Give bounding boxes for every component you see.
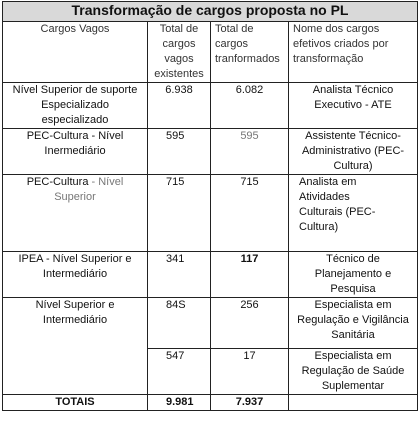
cell-vagos: 547	[148, 349, 211, 395]
totals-vagos: 9.981	[148, 395, 211, 411]
table-row	[3, 129, 418, 175]
cell-transformados: 117	[211, 252, 289, 298]
cell-criados: Técnico de Planejamento e Pesquisa	[289, 252, 418, 298]
table-row	[3, 175, 418, 252]
cell-cargo-part-muted: - Nível Superior	[54, 176, 124, 203]
table-row	[3, 83, 418, 129]
table-container	[2, 1, 417, 411]
cell-transformados: 715	[211, 175, 289, 252]
header-total-transformados: Total de cargos tranformados	[211, 22, 289, 83]
cell-transformados: 595	[211, 129, 289, 175]
cell-criados: Assistente Técnico-Administrativo (PEC-Cultura)	[289, 129, 418, 175]
totals-label: TOTAIS	[3, 395, 148, 411]
cell-cargo: Nível Superior de suporte Especializado especializado	[3, 83, 148, 129]
totals-empty	[289, 395, 418, 411]
cell-vagos: 341	[148, 252, 211, 298]
cell-vagos: 715	[148, 175, 211, 252]
totals-transformados: 7.937	[211, 395, 289, 411]
cell-transformados: 17	[211, 349, 289, 395]
cell-transformados: 256	[211, 298, 289, 349]
cell-cargo: IPEA - Nível Superior e Intermediário	[3, 252, 148, 298]
cell-criados: Especialista em Regulação e Vigilância Sanitária	[289, 298, 418, 349]
cell-criados: Analista em Atividades Culturais (PEC-Cultura)	[289, 175, 418, 252]
cell-cargo	[3, 175, 148, 252]
header-row	[3, 22, 418, 83]
cell-criados: Analista Técnico Executivo - ATE	[289, 83, 418, 129]
cell-cargo: Nível Superior e Intermediário	[3, 298, 148, 395]
header-nome-cargos: Nome dos cargos efetivos criados por transformação	[289, 22, 418, 83]
cell-cargo-part: PEC-Cultura	[26, 176, 89, 188]
cell-vagos: 595	[148, 129, 211, 175]
table-title: Transformação de cargos proposta no PL	[3, 2, 418, 22]
header-cargos-vagos: Cargos Vagos	[3, 22, 148, 83]
cell-vagos: 84S	[148, 298, 211, 349]
cargos-table	[2, 1, 418, 411]
cell-transformados: 6.082	[211, 83, 289, 129]
cell-cargo: PEC-Cultura - Nível Inermediário	[3, 129, 148, 175]
cell-vagos: 6.938	[148, 83, 211, 129]
cell-criados: Especialista em Regulação de Saúde Suplementar	[289, 349, 418, 395]
totals-row	[3, 395, 418, 411]
table-row	[3, 298, 418, 349]
table-row	[3, 252, 418, 298]
header-total-vagos: Total de cargos vagos existentes	[148, 22, 211, 83]
